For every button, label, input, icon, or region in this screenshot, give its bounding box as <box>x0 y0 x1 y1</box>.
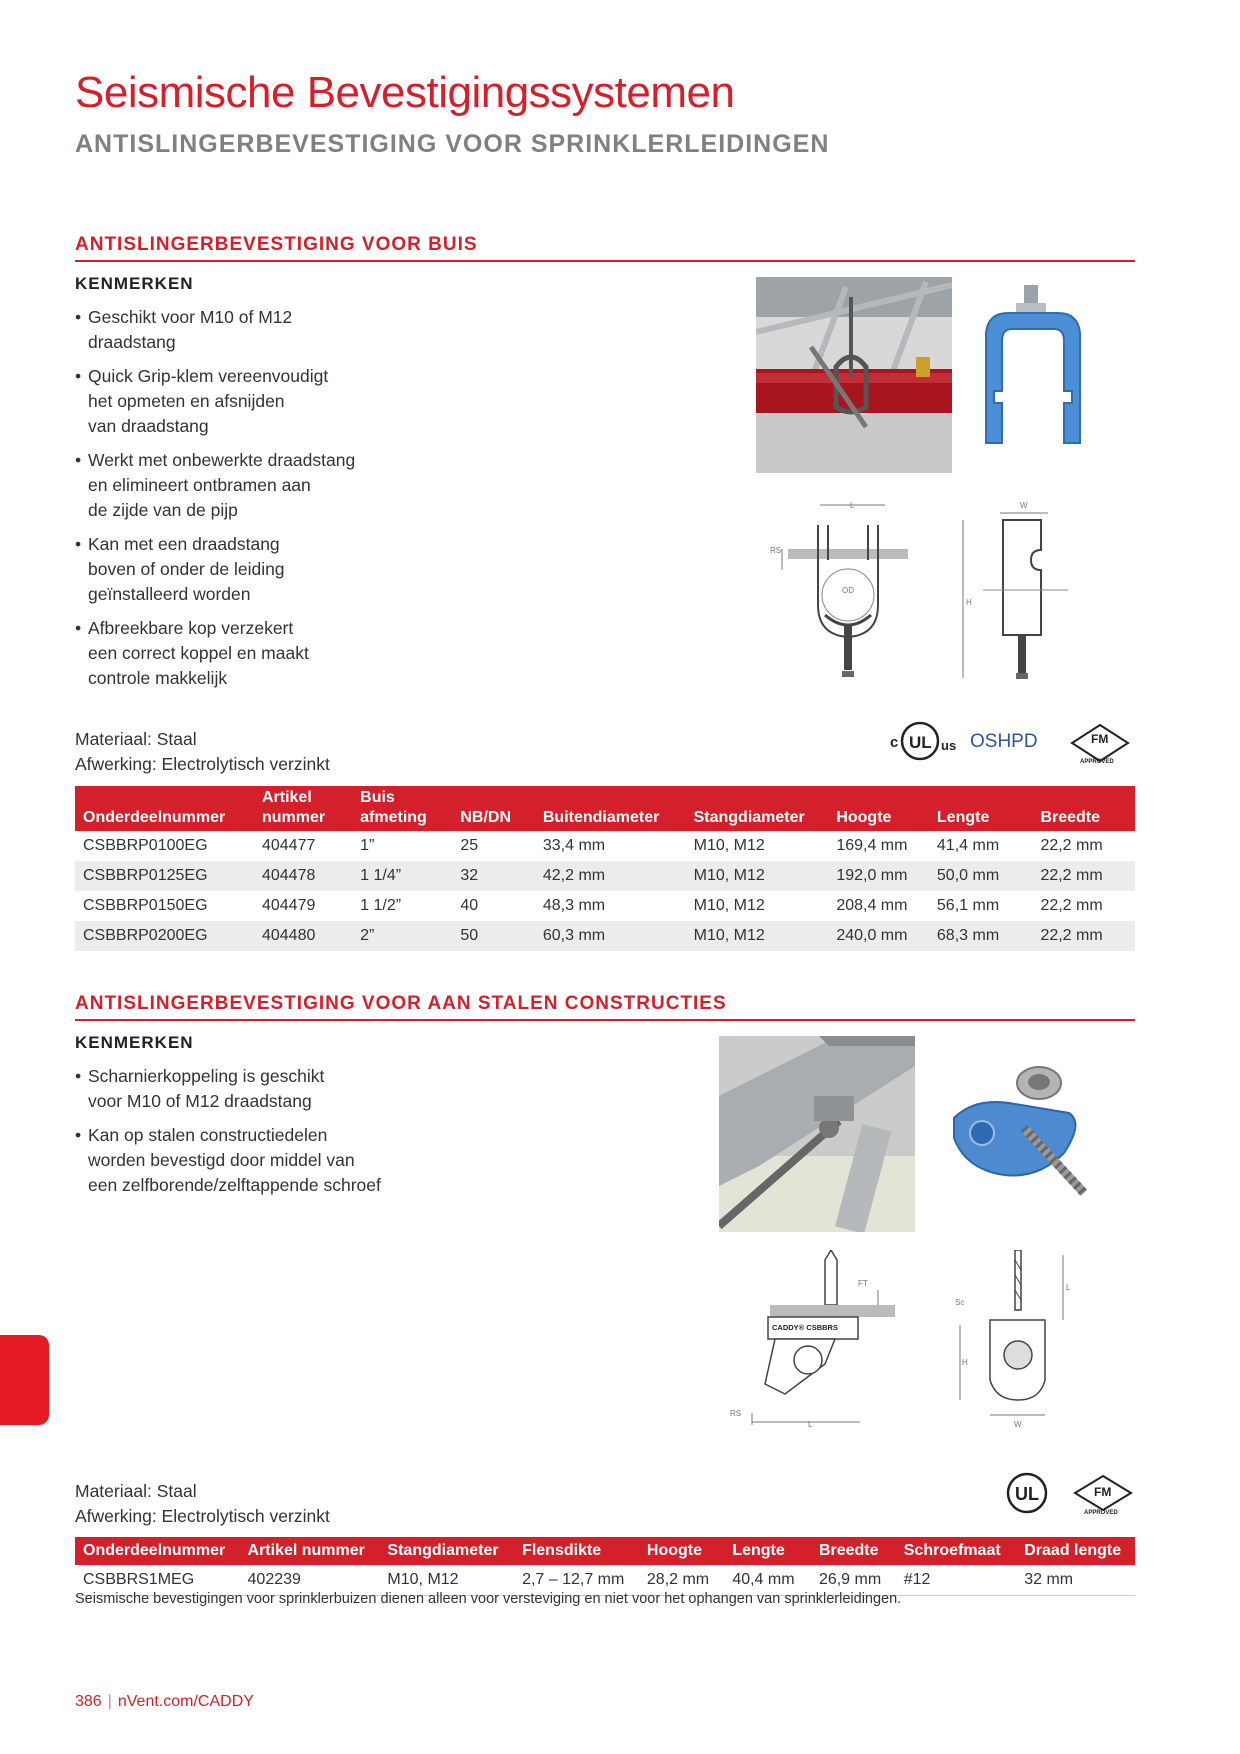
svg-text:UL: UL <box>1015 1484 1039 1504</box>
column-header-text: NB/DN <box>460 809 512 826</box>
dim-label-rs: RS <box>770 546 782 555</box>
table-cell: 169,4 mm <box>836 837 908 854</box>
svg-text:UL: UL <box>909 733 932 752</box>
table-cell: 40 <box>460 897 479 914</box>
feature-list <box>75 305 405 700</box>
certification-logos-2 <box>1005 1468 1135 1518</box>
column-header-text: afmeting <box>360 809 427 826</box>
column-header-text: Breedte <box>1040 809 1101 826</box>
clamp-drawing-side <box>958 495 1078 685</box>
hinge-drawing-front <box>955 1250 1080 1430</box>
table-cell: 28,2 mm <box>639 1565 724 1596</box>
table-row <box>75 891 1135 921</box>
feature-item: • Kan op stalen constructiedelen worden bevestigd door middel van een zelfborende/zelftappende schroef <box>75 1123 455 1198</box>
column-header <box>929 786 1033 831</box>
column-header <box>75 786 254 831</box>
table-cell: 40,4 mm <box>724 1565 811 1596</box>
feature-item: • Quick Grip-klem vereenvoudigt het opmeten en afsnijden van draadstang <box>75 364 405 439</box>
column-header <box>352 786 452 831</box>
feature-item: • Geschikt voor M10 of M12 draadstang <box>75 305 405 355</box>
finish-text: Afwerking: Electrolytisch verzinkt <box>75 1506 330 1526</box>
column-header: Lengte <box>724 1537 811 1565</box>
column-header: Artikel nummer <box>240 1537 380 1565</box>
column-header: Draad lengte <box>1016 1537 1135 1565</box>
finish-text: Afwerking: Electrolytisch verzinkt <box>75 754 330 774</box>
svg-text:FM: FM <box>1094 1485 1112 1499</box>
installation-photo <box>756 277 952 473</box>
table-cell: 240,0 mm <box>828 921 929 951</box>
feature-item: • Afbreekbare kop verzekert een correct koppel en maakt controle makkelijk <box>75 616 405 691</box>
column-header-text: Hoogte <box>836 809 892 826</box>
table-row <box>75 831 1135 861</box>
table-cell: 1 1/2” <box>360 897 402 914</box>
spec-table-staal <box>75 1537 1135 1596</box>
column-header-text: Buitendiameter <box>542 809 660 826</box>
column-header: Onderdeelnummer <box>75 1537 240 1565</box>
hinge-connector-photo <box>944 1058 1094 1203</box>
side-tab <box>0 1335 49 1425</box>
table-cell: #12 <box>896 1565 1016 1596</box>
table-cell: 1 1/4” <box>352 861 452 891</box>
column-header <box>452 786 535 831</box>
table-cell: 32 <box>452 861 535 891</box>
caddy-label: CADDY® CSBBRS <box>772 1323 838 1332</box>
table-cell: 22,2 mm <box>1032 861 1135 891</box>
table-cell: M10, M12 <box>693 897 765 914</box>
feature-item: • Werkt met onbewerkte draadstang en elimineert ontbramen aan de zijde van de pijp <box>75 448 405 523</box>
dim-label-od: OD <box>842 586 854 595</box>
table-cell: 48,3 mm <box>542 897 606 914</box>
dim-label-h2: H <box>962 1358 968 1367</box>
column-header-text: Buis <box>360 789 395 806</box>
page-subtitle: ANTISLINGERBEVESTIGING VOOR SPRINKLERLEIDINGEN <box>75 130 830 158</box>
dim-label-h: H <box>966 598 972 607</box>
column-header: Breedte <box>811 1537 896 1565</box>
column-header <box>1032 786 1135 831</box>
page-footer: 386 | nVent.com/CADDY <box>75 1693 254 1710</box>
table-cell: 192,0 mm <box>828 861 929 891</box>
column-header <box>254 786 352 831</box>
page-title: Seismische Bevestigingssystemen <box>75 68 735 117</box>
steel-installation-photo <box>719 1036 915 1232</box>
table-cell: 32 mm <box>1016 1565 1135 1596</box>
material-text: Materiaal: Staal <box>75 729 197 749</box>
table-cell: 2” <box>352 921 452 951</box>
table-cell: 404479 <box>261 897 316 914</box>
column-header: Schroefmaat <box>896 1537 1016 1565</box>
column-header <box>686 786 829 831</box>
table-cell: 50 <box>452 921 535 951</box>
table-cell: 22,2 mm <box>1040 897 1103 914</box>
table-cell: 26,9 mm <box>811 1565 896 1596</box>
ul-us-mark: us <box>941 738 957 753</box>
column-header <box>828 786 929 831</box>
material-text: Materiaal: Staal <box>75 1481 197 1501</box>
svg-text:FM: FM <box>1091 732 1109 746</box>
features-label: KENMERKEN <box>75 274 194 293</box>
column-header-text: Onderdeelnummer <box>83 809 226 826</box>
svg-text:APPROVED: APPROVED <box>1080 759 1114 765</box>
table-header-row <box>75 1537 1135 1565</box>
table-cell: 56,1 mm <box>936 897 1000 914</box>
table-cell: 1” <box>360 837 375 854</box>
dim-label-ft: FT <box>858 1279 868 1288</box>
feature-list <box>75 1064 455 1207</box>
table-cell: 25 <box>460 837 479 854</box>
table-row <box>75 861 1135 891</box>
table-cell: 42,2 mm <box>535 861 686 891</box>
column-header-text: Stangdiameter <box>693 809 805 826</box>
table-cell: 404480 <box>254 921 352 951</box>
clamp-drawing-front <box>770 495 920 685</box>
footer-link[interactable]: nVent.com/CADDY <box>117 1693 254 1710</box>
table-cell: 60,3 mm <box>535 921 686 951</box>
table-header-row <box>75 786 1135 831</box>
dim-label-w: W <box>1020 501 1028 510</box>
table-row <box>75 921 1135 951</box>
spec-table-buis <box>75 786 1135 951</box>
table-cell: CSBBRP0125EG <box>75 861 254 891</box>
section-heading-buis: ANTISLINGERBEVESTIGING VOOR BUIS <box>75 234 1135 262</box>
table-cell: 41,4 mm <box>936 837 1000 854</box>
feature-item: • Kan met een draadstang boven of onder de leiding geïnstalleerd worden <box>75 532 405 607</box>
table-cell: 50,0 mm <box>929 861 1033 891</box>
column-header: Stangdiameter <box>379 1537 514 1565</box>
column-header: Flensdikte <box>514 1537 639 1565</box>
table-cell: 22,2 mm <box>1032 921 1135 951</box>
table-cell: 208,4 mm <box>836 897 908 914</box>
table-cell: M10, M12 <box>379 1565 514 1596</box>
table-cell: CSBBRS1MEG <box>75 1565 240 1596</box>
column-header <box>535 786 686 831</box>
table-cell: 2,7 – 12,7 mm <box>514 1565 639 1596</box>
table-cell: M10, M12 <box>686 921 829 951</box>
section-heading-staal: ANTISLINGERBEVESTIGING VOOR AAN STALEN CONSTRUCTIES <box>75 993 1135 1021</box>
table-cell: CSBBRP0100EG <box>83 837 208 854</box>
oshpd-logo: OSHPD <box>970 731 1038 752</box>
page-number: 386 <box>75 1693 102 1710</box>
table-cell: 402239 <box>240 1565 380 1596</box>
column-header-text: Lengte <box>936 809 990 826</box>
column-header-text: Artikel <box>261 789 312 806</box>
table-cell: CSBBRP0200EG <box>75 921 254 951</box>
table-cell: 404478 <box>254 861 352 891</box>
clamp-photo <box>978 285 1088 460</box>
dim-label-w2: W <box>1014 1420 1022 1429</box>
footnote: Seismische bevestigingen voor sprinklerbuizen dienen alleen voor versteviging en niet voor het ophangen van sprinklerleidingen. <box>75 1591 902 1607</box>
table-cell: 68,3 mm <box>929 921 1033 951</box>
table-cell: M10, M12 <box>686 861 829 891</box>
column-header: Hoogte <box>639 1537 724 1565</box>
feature-item: • Scharnierkoppeling is geschikt voor M10 of M12 draadstang <box>75 1064 455 1114</box>
table-cell: M10, M12 <box>693 837 765 854</box>
features-label: KENMERKEN <box>75 1033 194 1052</box>
column-header-text: nummer <box>261 809 326 826</box>
dim-label-sc: Sc <box>955 1298 965 1307</box>
table-cell: 22,2 mm <box>1040 837 1103 854</box>
dim-label-l3: L <box>1066 1283 1071 1292</box>
certification-logos <box>890 715 1135 765</box>
svg-text:APPROVED: APPROVED <box>1084 1510 1118 1516</box>
table-cell: 404477 <box>261 837 316 854</box>
dim-label-l: L <box>850 501 855 510</box>
dim-label-rs2: RS <box>730 1409 742 1418</box>
dim-label-l2: L <box>808 1420 813 1429</box>
ul-c-mark: c <box>890 734 899 751</box>
table-cell: 33,4 mm <box>542 837 606 854</box>
table-cell: CSBBRP0150EG <box>83 897 208 914</box>
hinge-drawing-side <box>730 1250 900 1430</box>
